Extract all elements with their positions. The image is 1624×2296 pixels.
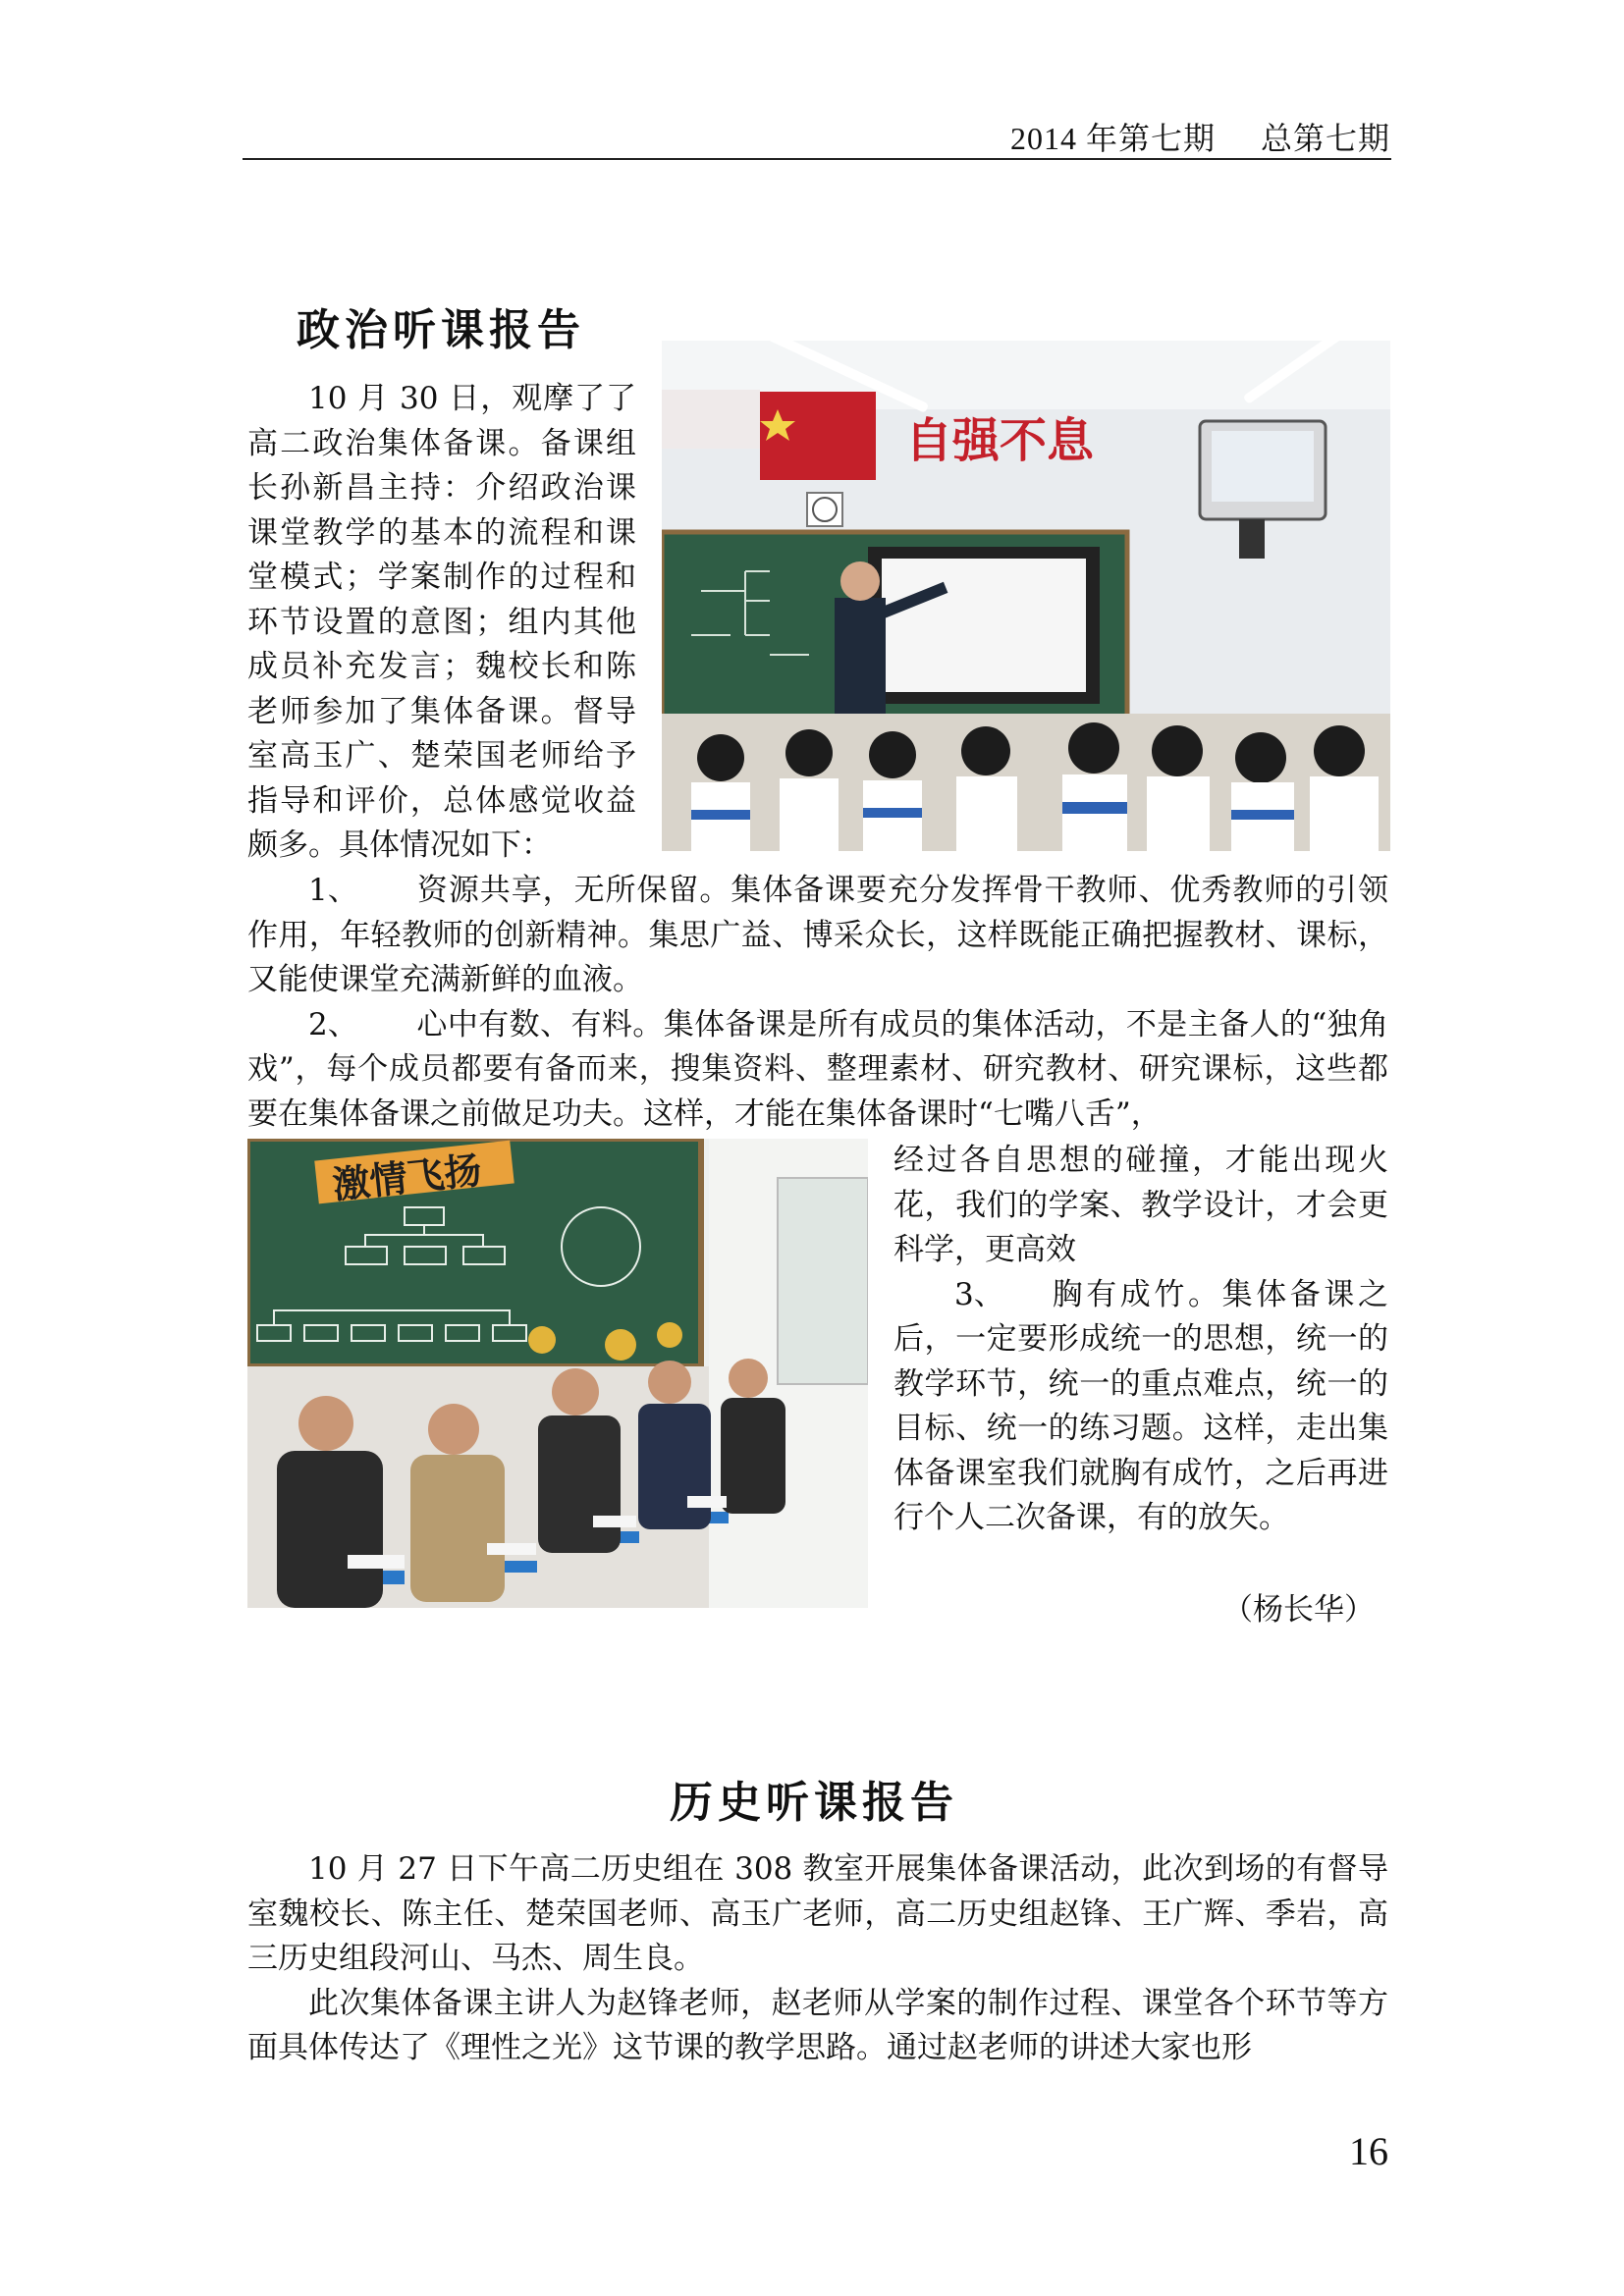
issue-label: 2014 年第七期 [1009,121,1216,156]
total-issue-label: 总第七期 [1260,121,1390,156]
item-2-text: 心中有数、有料。集体备课是所有成员的集体活动，不是主备人的“独角戏”，每个成员都要有备而来，搜集资料、整理素材、研究教材、研究课标，这些都要在集体备课之前做足功夫。这样，才能在集体备课时“七嘴八舌”， [247,1006,1388,1132]
running-header [1010,114,1390,159]
author-signature: （杨长华） [1222,1592,1375,1628]
teachers-meeting-photo-image [247,1139,868,1608]
classroom-photo [662,341,1390,851]
politics-items-1-2 [247,869,1388,1137]
teachers-meeting-photo [247,1139,868,1608]
politics-intro [247,377,636,869]
section-title-politics: 政治听课报告 [297,305,585,355]
history-paragraph-1: 10 月 27 日下午高二历史组在 308 教室开展集体备课活动，此次到场的有督导室魏校长、陈主任、楚荣国老师、高玉广老师，高二历史组赵锋、王广辉、季岩，高三历史组段河山、马杰、周生良。 [247,1851,1388,1976]
blackboard-title: 激情飞扬 [330,1147,484,1207]
item-1-text: 资源共享，无所保留。集体备课要充分发挥骨干教师、优秀教师的引领作用，年轻教师的创新精神。集思广益、博采众长，这样既能正确把握教材、课标，又能使课堂充满新鲜的血液。 [247,873,1388,997]
history-body [247,1847,1388,2071]
politics-item-1 [247,869,1388,1003]
classroom-photo-image [662,341,1390,851]
item-2-number: 2、 [308,1006,358,1042]
banner-text: 自强不息 [905,413,1095,468]
section-title-history: 历史听课报告 [670,1778,958,1828]
page-number: 16 [1349,2129,1388,2173]
header-rule [243,158,1391,160]
item-1-number: 1、 [308,873,358,908]
history-paragraph-2: 此次集体备课主讲人为赵锋老师，赵老师从学案的制作过程、课堂各个环节等方面具体传达了《理性之光》这节课的教学思路。通过赵老师的讲述大家也形 [247,1985,1388,2065]
politics-intro-text: 10 月 30 日，观摩了了高二政治集体备课。备课组长孙新昌主持：介绍政治课课堂教学的基本的流程和课堂模式；学案制作的过程和环节设置的意图；组内其他成员补充发言；魏校长和陈老师参加了集体备课。督导室高玉广、楚荣国老师给予指导和评价，总体感觉收益颇多。具体情况如下： [247,381,636,863]
item-3-text: 胸有成竹。集体备课之后，一定要形成统一的思想，统一的教学环节，统一的重点难点，统一的目标、统一的练习题。这样，走出集体备课室我们就胸有成竹，之后再进行个人二次备课，有的放矢。 [893,1276,1388,1535]
politics-item-2 [247,1003,1388,1138]
item-2-continuation: 经过各自思想的碰撞，才能出现火花，我们的学案、教学设计，才会更科学，更高效 [893,1143,1388,1267]
politics-item-3 [893,1273,1388,1541]
politics-items-cont [893,1139,1388,1541]
item-3-number: 3、 [954,1276,1004,1312]
